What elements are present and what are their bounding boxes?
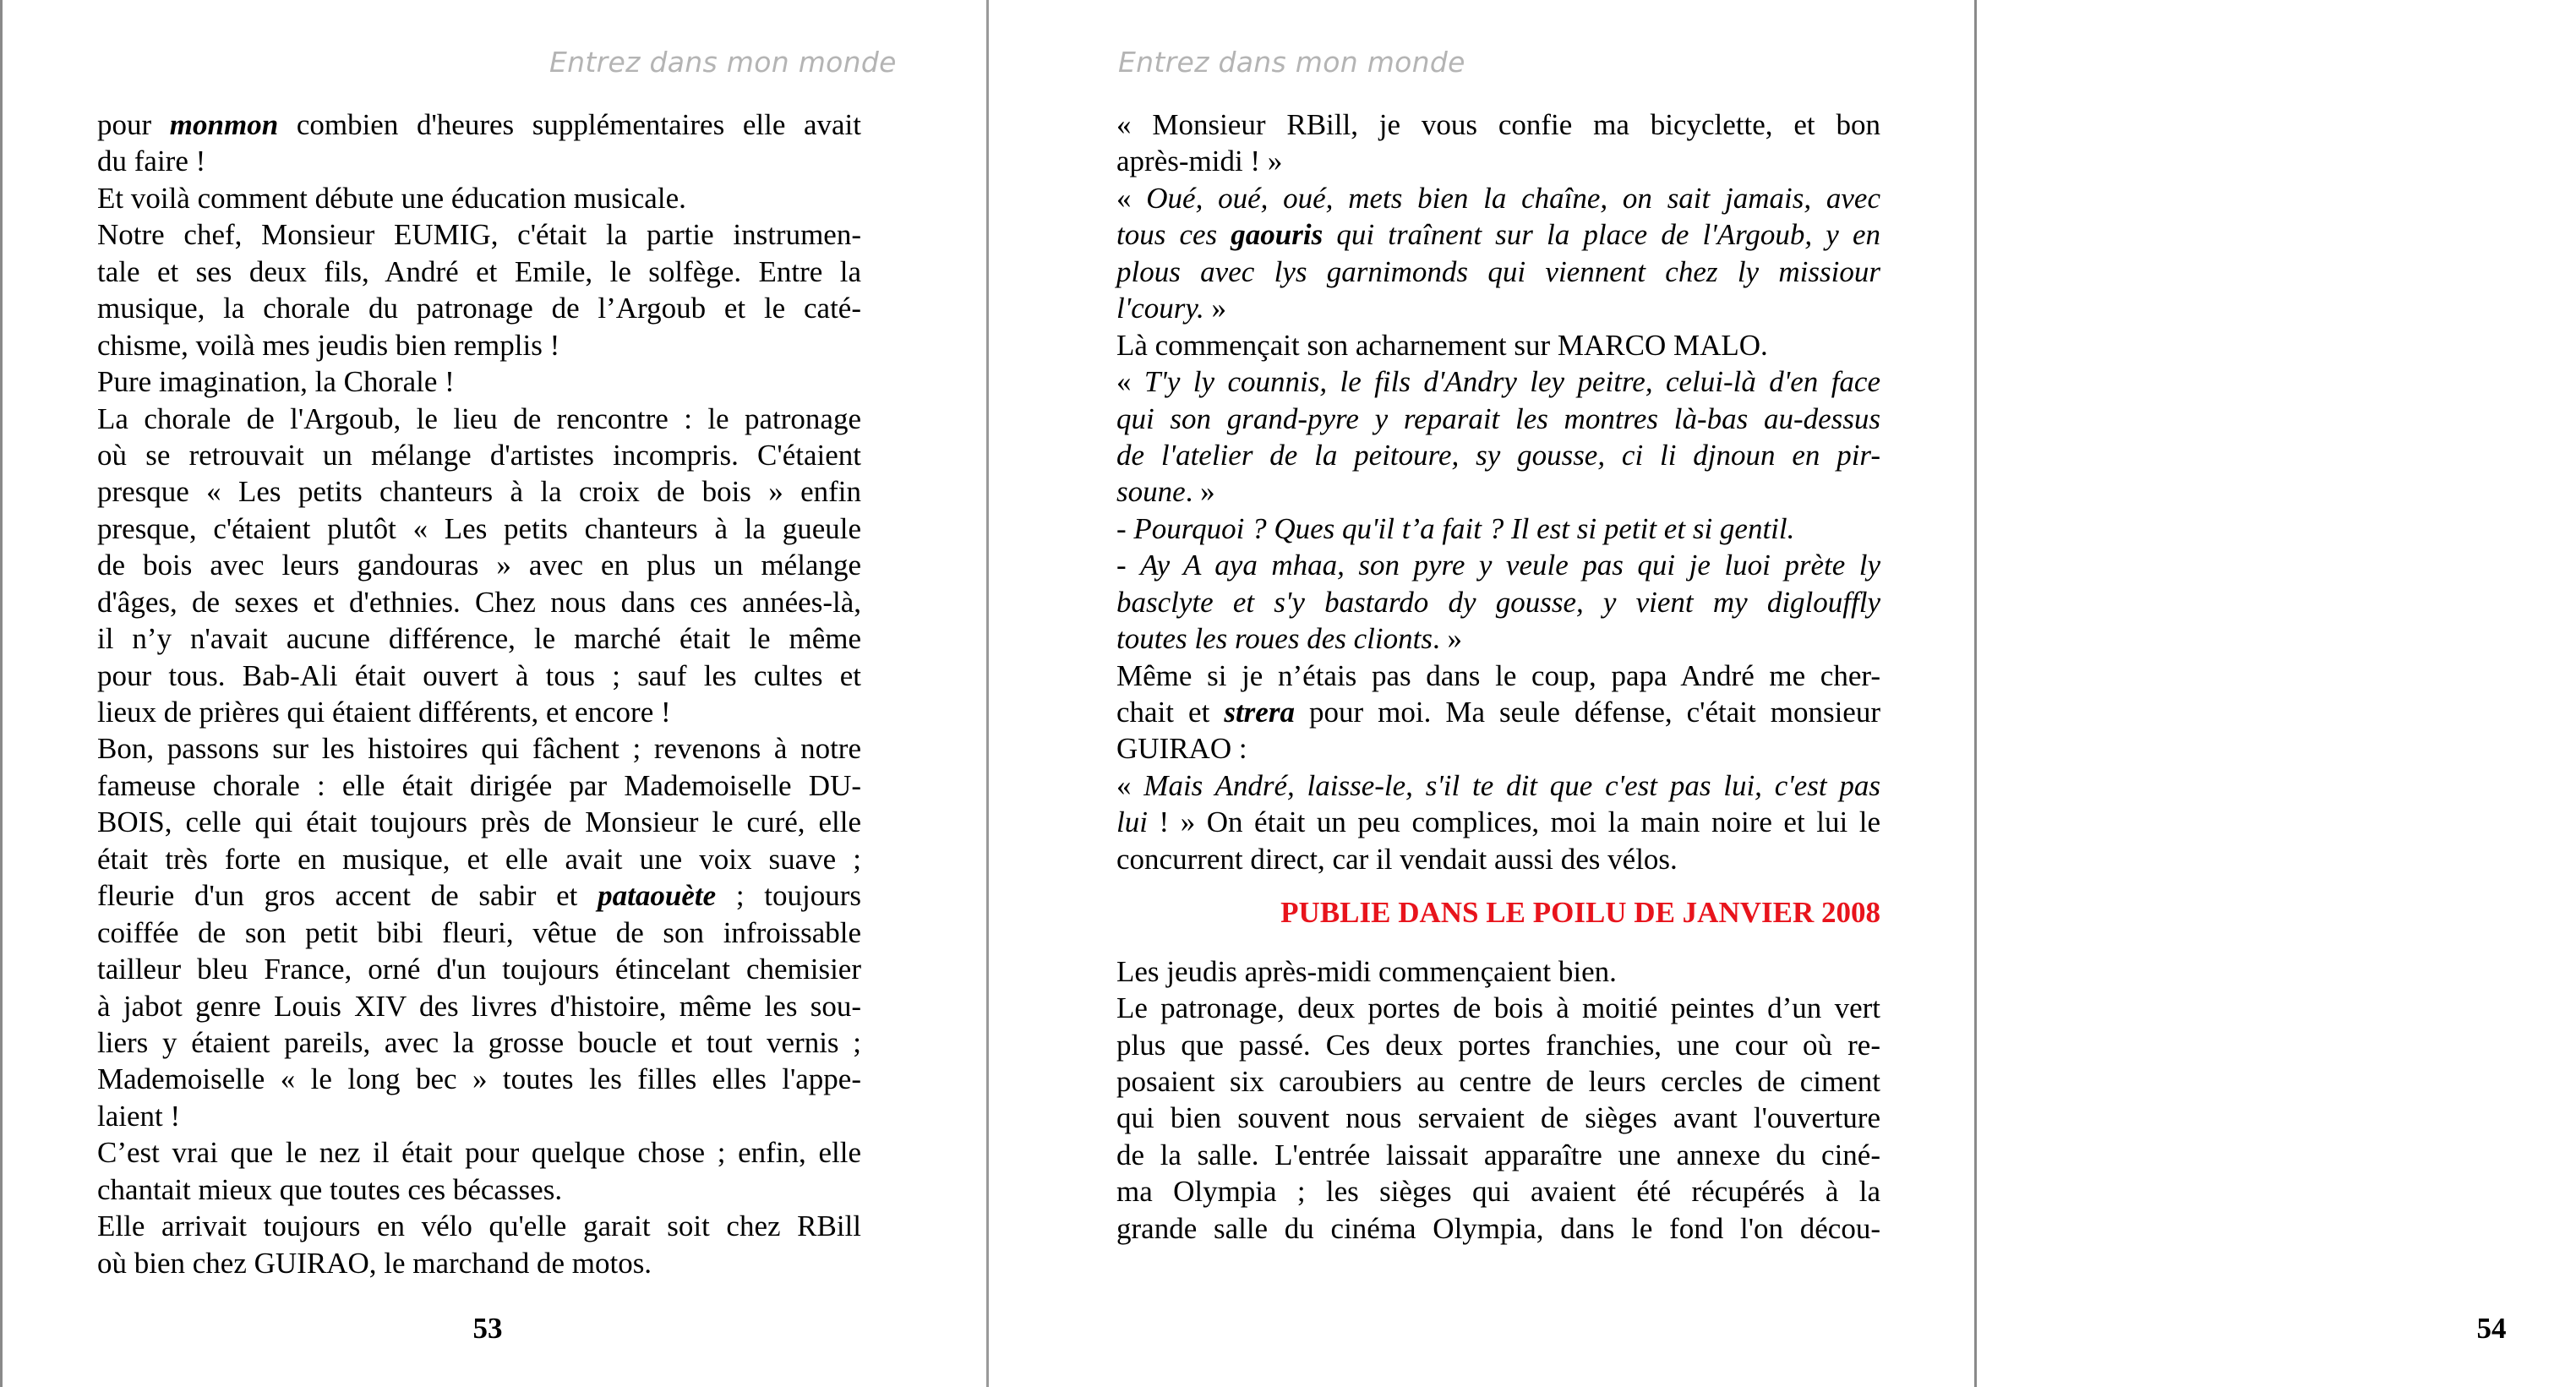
text-line — [97, 1061, 861, 1097]
text-line — [97, 180, 861, 216]
text-segment: d'âges, de sexes et d'ethnies. Chez nous dans ces années-là, — [97, 585, 861, 619]
emphasized-word: pataouète — [598, 879, 717, 913]
text-segment: de l'atelier de la peitoure, sy gousse, ci li djnoun en pir- — [1116, 438, 1880, 472]
text-line — [97, 290, 861, 326]
text-segment: Même si je n’étais pas dans le coup, papa André me cher- — [1116, 658, 1880, 692]
text-segment: ma Olympia ; les sièges qui avaient été récupérés à la — [1116, 1175, 1880, 1209]
text-segment: Pourquoi ? Ques qu'il t’a fait ? Il est si petit et si gentil. — [1133, 511, 1795, 545]
text-segment: qui son grand-pyre y reparait les montres là-bas au-dessus — [1116, 401, 1880, 435]
text-segment: tous ces — [1116, 218, 1231, 252]
text-line — [97, 511, 861, 547]
text-line — [1116, 1173, 1880, 1210]
text-line — [97, 951, 861, 987]
text-segment: à jabot genre Louis XIV des livres d'histoire, même les sou- — [97, 989, 861, 1023]
text-line — [1116, 401, 1880, 437]
text-segment: « Monsieur RBill, je vous confie ma bicyclette, et bon — [1116, 108, 1880, 141]
text-segment: chait et — [1116, 696, 1225, 729]
text-segment: laient ! — [97, 1099, 181, 1133]
text-line — [97, 363, 861, 400]
text-line — [1116, 730, 1880, 767]
text-line — [1116, 767, 1880, 804]
text-line — [1116, 327, 1880, 363]
text-segment: plous avec lys garnimonds qui viennent chez ly missiour — [1116, 254, 1880, 288]
text-line — [97, 877, 861, 914]
text-segment: pour tous. Bab-Ali était ouvert à tous ; sauf les cultes et — [97, 658, 861, 692]
text-line — [1116, 180, 1880, 216]
text-segment: pour — [97, 108, 170, 141]
text-segment: presque « Les petits chanteurs à la croix de bois » enfin — [97, 475, 861, 509]
text-line — [97, 694, 861, 730]
text-line — [1116, 511, 1880, 547]
text-segment: pour moi. Ma seule défense, c'était monsieur — [1294, 696, 1880, 729]
text-segment: Mais André, laisse-le, s'il te dit que c'est pas lui, c'est pas — [1143, 768, 1881, 802]
text-line — [1116, 990, 1880, 1026]
text-line — [1116, 1100, 1880, 1136]
text-segment: - — [1116, 549, 1141, 582]
text-line — [97, 1208, 861, 1244]
text-segment: ; toujours — [716, 879, 861, 913]
text-line — [97, 216, 861, 253]
text-segment: soune — [1116, 475, 1186, 509]
text-segment: Oué, oué, oué, mets bien la chaîne, on sait jamais, avec — [1146, 181, 1880, 215]
text-segment: fleurie d'un gros accent de sabir et — [97, 879, 598, 913]
text-line — [1116, 658, 1880, 694]
text-segment: l'coury. — [1116, 292, 1204, 325]
text-segment: concurrent direct, car il vendait aussi des vélos. — [1116, 842, 1678, 876]
left-page-body — [97, 106, 861, 1281]
text-line — [1116, 473, 1880, 510]
text-line — [97, 473, 861, 510]
text-segment: . » — [1432, 622, 1462, 656]
text-segment: grande salle du cinéma Olympia, dans le fond l'on décou- — [1116, 1211, 1880, 1245]
text-segment: - — [1116, 511, 1134, 545]
text-line — [1116, 106, 1880, 143]
emphasized-word: strera — [1224, 696, 1295, 729]
text-segment: ! » On était un peu complices, moi la main noire et lui le — [1147, 805, 1880, 839]
text-line — [97, 915, 861, 951]
text-line — [97, 1134, 861, 1171]
text-segment: C’est vrai que le nez il était pour quelque chose ; enfin, elle — [97, 1136, 861, 1170]
text-line — [97, 547, 861, 583]
text-line — [1116, 1063, 1880, 1100]
text-segment: GUIRAO : — [1116, 732, 1247, 766]
text-segment: tailleur bleu France, orné d'un toujours étincelant chemisier — [97, 953, 861, 986]
text-segment: lui — [1116, 805, 1148, 839]
section-title: PUBLIE DANS LE POILU DE JANVIER 2008 — [1280, 896, 1880, 930]
text-line — [1116, 620, 1880, 657]
text-segment: chantait mieux que toutes ces bécasses. — [97, 1172, 563, 1206]
text-segment: T'y ly counnis, le fils d'Andry ley peitre, celui-là d'en face — [1143, 365, 1880, 399]
text-segment: Mademoiselle « le long bec » toutes les filles elles l'appe- — [97, 1062, 861, 1096]
text-segment: La chorale de l'Argoub, le lieu de rencontre : le patronage — [97, 401, 861, 435]
text-line — [97, 620, 861, 657]
text-line — [1116, 1027, 1880, 1063]
text-line — [1116, 1137, 1880, 1173]
text-segment: « — [1116, 181, 1147, 215]
text-segment: presque, c'étaient plutôt « Les petits chanteurs à la gueule — [97, 511, 861, 545]
paragraph-spacer — [1116, 931, 1880, 953]
text-line — [97, 988, 861, 1024]
emphasized-word: monmon — [169, 108, 279, 141]
text-line — [97, 401, 861, 437]
text-segment: où se retrouvait un mélange d'artistes incompris. C'étaient — [97, 438, 861, 472]
text-line — [1116, 584, 1880, 620]
text-segment: coiffée de son petit bibi fleuri, vêtue de son infroissable — [97, 915, 861, 949]
text-segment: fameuse chorale : elle était dirigée par Mademoiselle DU- — [97, 768, 861, 802]
text-line — [97, 1098, 861, 1134]
text-line — [97, 658, 861, 694]
page-number-left: 53 — [472, 1312, 503, 1345]
text-segment: chisme, voilà mes jeudis bien remplis ! — [97, 328, 560, 362]
text-segment: où bien chez GUIRAO, le marchand de motos. — [97, 1246, 652, 1280]
running-header-left: Entrez dans mon monde — [549, 46, 897, 79]
text-segment: Ay A aya mhaa, son pyre y veule pas qui je luoi prète ly — [1140, 549, 1881, 582]
text-line — [97, 254, 861, 290]
text-segment: posaient six caroubiers au centre de leurs cercles de ciment — [1116, 1064, 1880, 1098]
text-segment: après-midi ! » — [1116, 145, 1283, 178]
text-line — [97, 1024, 861, 1061]
text-line — [1116, 547, 1880, 583]
text-segment: musique, la chorale du patronage de l’Argoub et le caté- — [97, 292, 861, 325]
text-segment: qui bien souvent nous servaient de sièges avant l'ouverture — [1116, 1101, 1880, 1135]
emphasized-word: gaouris — [1231, 218, 1323, 252]
text-segment: toutes les roues des clionts — [1116, 622, 1433, 656]
text-segment: combien d'heures supplémentaires elle avait — [278, 108, 862, 141]
running-header-right: Entrez dans mon monde — [1118, 46, 1465, 79]
text-segment: basclyte et s'y bastardo dy gousse, y vient my diglouffly — [1116, 585, 1880, 619]
text-segment: Les jeudis après-midi commençaient bien. — [1116, 954, 1617, 988]
text-line — [97, 437, 861, 473]
text-line — [97, 730, 861, 767]
text-segment: du faire ! — [97, 145, 206, 178]
text-line — [97, 106, 861, 143]
text-line — [97, 327, 861, 363]
text-segment: » — [1203, 292, 1226, 325]
text-line — [97, 841, 861, 877]
text-segment: tale et ses deux fils, André et Emile, le solfège. Entre la — [97, 254, 861, 288]
text-segment: Bon, passons sur les histoires qui fâchent ; revenons à notre — [97, 732, 861, 766]
text-line — [1116, 841, 1880, 877]
text-segment: il n’y n'avait aucune différence, le marché était le même — [97, 622, 861, 656]
text-segment: Pure imagination, la Chorale ! — [97, 365, 455, 399]
text-line — [1116, 363, 1880, 400]
text-line — [97, 767, 861, 804]
text-line — [1116, 953, 1880, 990]
text-line — [1116, 804, 1880, 840]
text-segment: . » — [1185, 475, 1215, 509]
text-segment: Là commençait son acharnement sur MARCO MALO. — [1116, 328, 1768, 362]
text-segment: Le patronage, deux portes de bois à moitié peintes d’un vert — [1116, 991, 1880, 1025]
text-segment: qui traînent sur la place de l'Argoub, y en — [1323, 218, 1880, 252]
text-line — [1116, 290, 1880, 326]
text-segment: Elle arrivait toujours en vélo qu'elle garait soit chez RBill — [97, 1210, 861, 1243]
text-segment: liers y étaient pareils, avec la grosse boucle et tout vernis ; — [97, 1025, 861, 1059]
text-segment: de la salle. L'entrée laissait apparaître une annexe du ciné- — [1116, 1138, 1880, 1171]
text-line — [1116, 143, 1880, 179]
text-line — [1116, 216, 1880, 253]
text-segment: de bois avec leurs gandouras » avec en plus un mélange — [97, 549, 861, 582]
right-page-body — [1116, 106, 1880, 1247]
text-segment: plus que passé. Ces deux portes franchies, une cour où re- — [1116, 1028, 1880, 1062]
page-number-right: 54 — [2476, 1312, 2507, 1345]
text-line — [97, 1245, 861, 1281]
text-segment: lieux de prières qui étaient différents, et encore ! — [97, 696, 671, 729]
text-segment: « — [1116, 768, 1144, 802]
text-line — [1116, 437, 1880, 473]
text-segment: était très forte en musique, et elle avait une voix suave ; — [97, 842, 861, 876]
text-segment: « — [1116, 365, 1144, 399]
text-line — [97, 143, 861, 179]
text-segment: Notre chef, Monsieur EUMIG, c'était la partie instrumen- — [97, 218, 861, 252]
text-line — [97, 584, 861, 620]
text-line — [1116, 1210, 1880, 1247]
text-line — [1116, 694, 1880, 730]
text-line — [97, 804, 861, 840]
text-line — [97, 1171, 861, 1208]
text-segment: Et voilà comment débute une éducation musicale. — [97, 181, 686, 215]
text-segment: BOIS, celle qui était toujours près de Monsieur le curé, elle — [97, 805, 861, 839]
paragraph-spacer — [1116, 877, 1880, 894]
text-line — [1116, 254, 1880, 290]
